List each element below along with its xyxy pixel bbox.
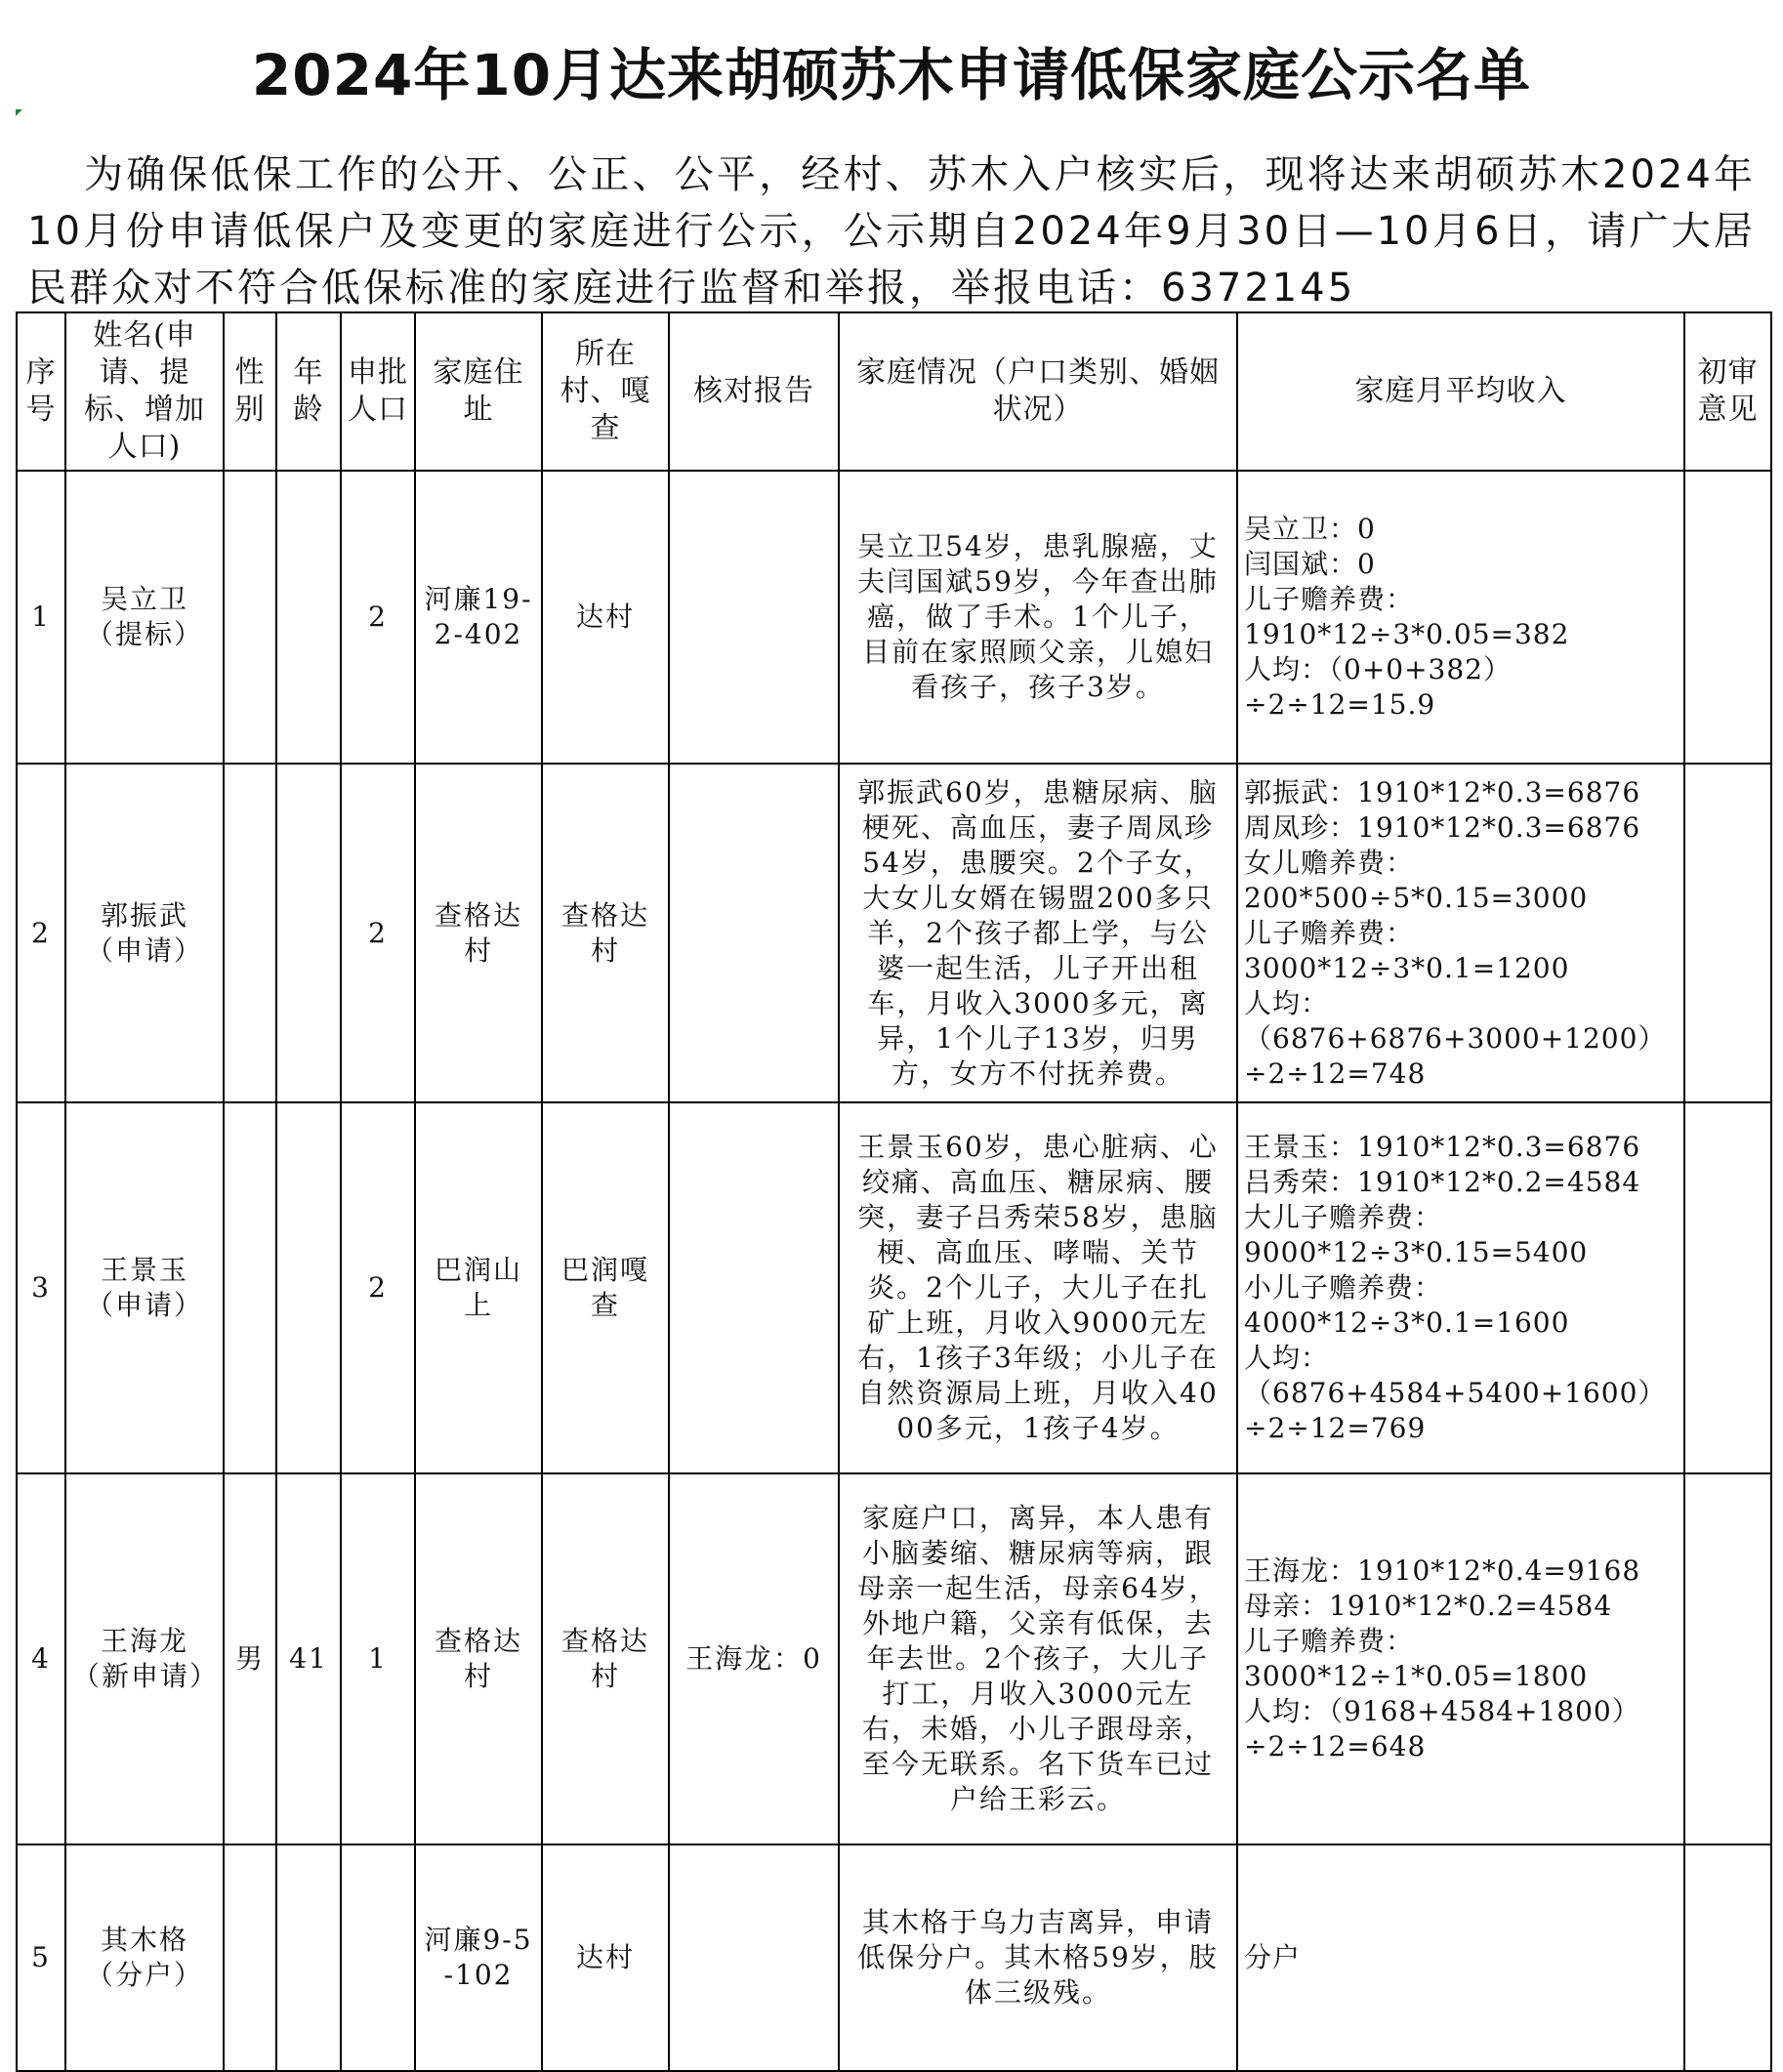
income-line: 人均：（9168+4584+1800） xyxy=(1244,1695,1640,1727)
table-row xyxy=(17,1473,1771,1844)
table-row xyxy=(17,1844,1771,2071)
cell-address: 查格达村 xyxy=(415,764,542,1102)
income-line: 吴立卫：0 xyxy=(1244,513,1376,545)
cell-name xyxy=(65,1102,224,1473)
applicant-type: （新申请） xyxy=(72,1660,220,1692)
cell-seq: 3 xyxy=(17,1102,65,1473)
cell-income xyxy=(1237,1844,1684,2071)
cell-report: 王海龙：0 xyxy=(669,1473,839,1844)
income-line: 1910*12÷3*0.05=382 xyxy=(1244,618,1570,650)
cell-seq: 1 xyxy=(17,471,65,764)
applicant-type: （提标） xyxy=(85,618,203,650)
income-line: 儿子赡养费： xyxy=(1244,583,1415,615)
cell-situation: 家庭户口，离异，本人患有小脑萎缩、糖尿病等病，跟母亲一起生活，母亲64岁，外地户籍，父亲有低保，去年去世。2个孩子，大儿子打工，月收入3000元左右，未婚，小儿子跟母亲，至今无联系。名下货车已过户给王彩云。 xyxy=(839,1473,1237,1844)
cell-gender xyxy=(224,471,276,764)
income-line: 4000*12÷3*0.1=1600 xyxy=(1244,1306,1570,1339)
cell-age xyxy=(276,1102,341,1473)
income-line: 3000*12÷1*0.05=1800 xyxy=(1244,1660,1589,1692)
applicant-name: 其木格 xyxy=(100,1924,188,1956)
cell-seq: 4 xyxy=(17,1473,65,1844)
cell-age: 41 xyxy=(276,1473,341,1844)
income-line: （6876+6876+3000+1200） xyxy=(1244,1021,1667,1055)
table-row xyxy=(17,471,1771,764)
income-line: ÷2÷12=769 xyxy=(1244,1412,1427,1444)
header-report: 核对报告 xyxy=(669,312,839,471)
cell-situation: 郭振武60岁，患糖尿病、脑梗死、高血压，妻子周凤珍54岁，患腰突。2个子女，大女儿女婿在锡盟200多只羊，2个孩子都上学，与公婆一起生活，儿子开出租车，月收入3000多元，离异，1个儿子13岁，归男方，女方不付抚养费。 xyxy=(839,764,1237,1102)
cell-income xyxy=(1237,1473,1684,1844)
header-village: 所在村、嘎查 xyxy=(542,312,669,471)
applicant-name: 郭振武 xyxy=(100,898,188,932)
income-line: 吕秀荣：1910*12*0.2=4584 xyxy=(1244,1166,1641,1198)
applicant-type: （申请） xyxy=(85,933,203,967)
cell-gender xyxy=(224,1844,276,2071)
income-line: ÷2÷12=15.9 xyxy=(1244,688,1436,721)
header-approved: 申批人口 xyxy=(341,312,415,471)
applicant-name: 吴立卫 xyxy=(100,583,188,615)
table-row xyxy=(17,764,1771,1102)
cell-approved: 2 xyxy=(341,1102,415,1473)
income-line: 人均：（0+0+382） xyxy=(1244,653,1512,685)
income-line: 分户 xyxy=(1244,1941,1302,1973)
cell-village: 查格达村 xyxy=(542,1473,669,1844)
page-title: 2024年10月达来胡硕苏木申请低保家庭公示名单 xyxy=(251,42,1532,108)
cell-situation: 其木格于乌力吉离异，申请低保分户。其木格59岁，肢体三级残。 xyxy=(839,1844,1237,2071)
cell-approved: 1 xyxy=(341,1473,415,1844)
cell-report xyxy=(669,1844,839,2071)
applicant-name: 王景玉 xyxy=(100,1254,188,1286)
cell-name xyxy=(65,764,224,1102)
cell-seq: 2 xyxy=(17,764,65,1102)
cell-village: 巴润嘎查 xyxy=(542,1102,669,1473)
header-income: 家庭月平均收入 xyxy=(1237,312,1684,471)
cell-income xyxy=(1237,764,1684,1102)
cell-age xyxy=(276,1844,341,2071)
cell-name xyxy=(65,471,224,764)
cell-village: 达村 xyxy=(542,471,669,764)
income-line: 200*500÷5*0.15=3000 xyxy=(1244,881,1589,914)
cell-address: 查格达村 xyxy=(415,1473,542,1844)
income-line: 大儿子赡养费： xyxy=(1244,1201,1443,1233)
header-address: 家庭住址 xyxy=(415,312,542,471)
income-line: 儿子赡养费： xyxy=(1244,1625,1415,1657)
cell-age xyxy=(276,764,341,1102)
table-row xyxy=(17,1102,1771,1473)
income-line: 周凤珍：1910*12*0.3=6876 xyxy=(1244,810,1641,844)
table-header-row xyxy=(17,312,1771,471)
cell-opinion xyxy=(1684,1844,1771,2071)
cell-approved: 2 xyxy=(341,471,415,764)
header-name: 姓名(申请、提标、增加人口) xyxy=(65,312,224,471)
corner-mark xyxy=(16,109,22,116)
cell-gender xyxy=(224,1102,276,1473)
income-line: 儿子赡养费： xyxy=(1244,916,1415,949)
income-line: 女儿赡养费： xyxy=(1244,846,1415,879)
cell-situation: 王景玉60岁，患心脏病、心绞痛、高血压、糖尿病、腰突，妻子吕秀荣58岁，患脑梗、高血压、哮喘、关节炎。2个儿子，大儿子在扎矿上班，月收入9000元左右，1孩子3年级；小儿子在自然资源局上班，月收入4000多元，1孩子4岁。 xyxy=(839,1102,1237,1473)
applicant-table xyxy=(16,311,1772,2072)
cell-village: 查格达村 xyxy=(542,764,669,1102)
income-line: 人均： xyxy=(1244,986,1330,1019)
applicant-type: （申请） xyxy=(85,1289,203,1321)
cell-report xyxy=(669,471,839,764)
cell-name xyxy=(65,1473,224,1844)
header-age: 年龄 xyxy=(276,312,341,471)
income-line: 母亲：1910*12*0.2=4584 xyxy=(1244,1590,1613,1622)
cell-age xyxy=(276,471,341,764)
cell-opinion xyxy=(1684,764,1771,1102)
header-opinion: 初审意见 xyxy=(1684,312,1771,471)
income-line: 3000*12÷3*0.1=1200 xyxy=(1244,951,1570,984)
income-line: 人均： xyxy=(1244,1342,1330,1374)
cell-opinion xyxy=(1684,471,1771,764)
applicant-type: （分户） xyxy=(85,1959,203,1991)
income-line: 王海龙：1910*12*0.4=9168 xyxy=(1244,1554,1641,1587)
cell-opinion xyxy=(1684,1102,1771,1473)
income-line: 闫国斌：0 xyxy=(1244,548,1376,580)
cell-village: 达村 xyxy=(542,1844,669,2071)
header-situation: 家庭情况（户口类别、婚姻状况） xyxy=(839,312,1237,471)
cell-opinion xyxy=(1684,1473,1771,1844)
income-line: （6876+4584+5400+1600） xyxy=(1244,1377,1667,1409)
cell-report xyxy=(669,764,839,1102)
income-line: 郭振武：1910*12*0.3=6876 xyxy=(1244,775,1641,808)
cell-address: 巴润山上 xyxy=(415,1102,542,1473)
cell-income xyxy=(1237,471,1684,764)
header-gender: 性别 xyxy=(224,312,276,471)
cell-name xyxy=(65,1844,224,2071)
cell-approved: 2 xyxy=(341,764,415,1102)
intro-paragraph: 为确保低保工作的公开、公正、公平，经村、苏木入户核实后，现将达来胡硕苏木2024年10月份申请低保户及变更的家庭进行公示，公示期自2024年9月30日—10月6日，请广大居民群众对不符合低保标准的家庭进行监督和举报，举报电话：6372145 xyxy=(27,152,1756,311)
cell-gender: 男 xyxy=(224,1473,276,1844)
header-seq: 序号 xyxy=(17,312,65,471)
income-line: 9000*12÷3*0.15=5400 xyxy=(1244,1236,1589,1268)
cell-income xyxy=(1237,1102,1684,1473)
cell-gender xyxy=(224,764,276,1102)
income-line: ÷2÷12=748 xyxy=(1244,1057,1427,1090)
cell-report xyxy=(669,1102,839,1473)
cell-approved xyxy=(341,1844,415,2071)
applicant-name: 王海龙 xyxy=(100,1625,188,1657)
cell-address: 河廉9-5-102 xyxy=(415,1844,542,2071)
cell-address: 河廉19-2-402 xyxy=(415,471,542,764)
income-line: ÷2÷12=648 xyxy=(1244,1730,1427,1762)
cell-seq: 5 xyxy=(17,1844,65,2071)
income-line: 小儿子赡养费： xyxy=(1244,1271,1443,1304)
cell-situation: 吴立卫54岁，患乳腺癌，丈夫闫国斌59岁，今年查出肺癌，做了手术。1个儿子，目前在家照顾父亲，儿媳妇看孩子，孩子3岁。 xyxy=(839,471,1237,764)
income-line: 王景玉：1910*12*0.3=6876 xyxy=(1244,1131,1641,1163)
